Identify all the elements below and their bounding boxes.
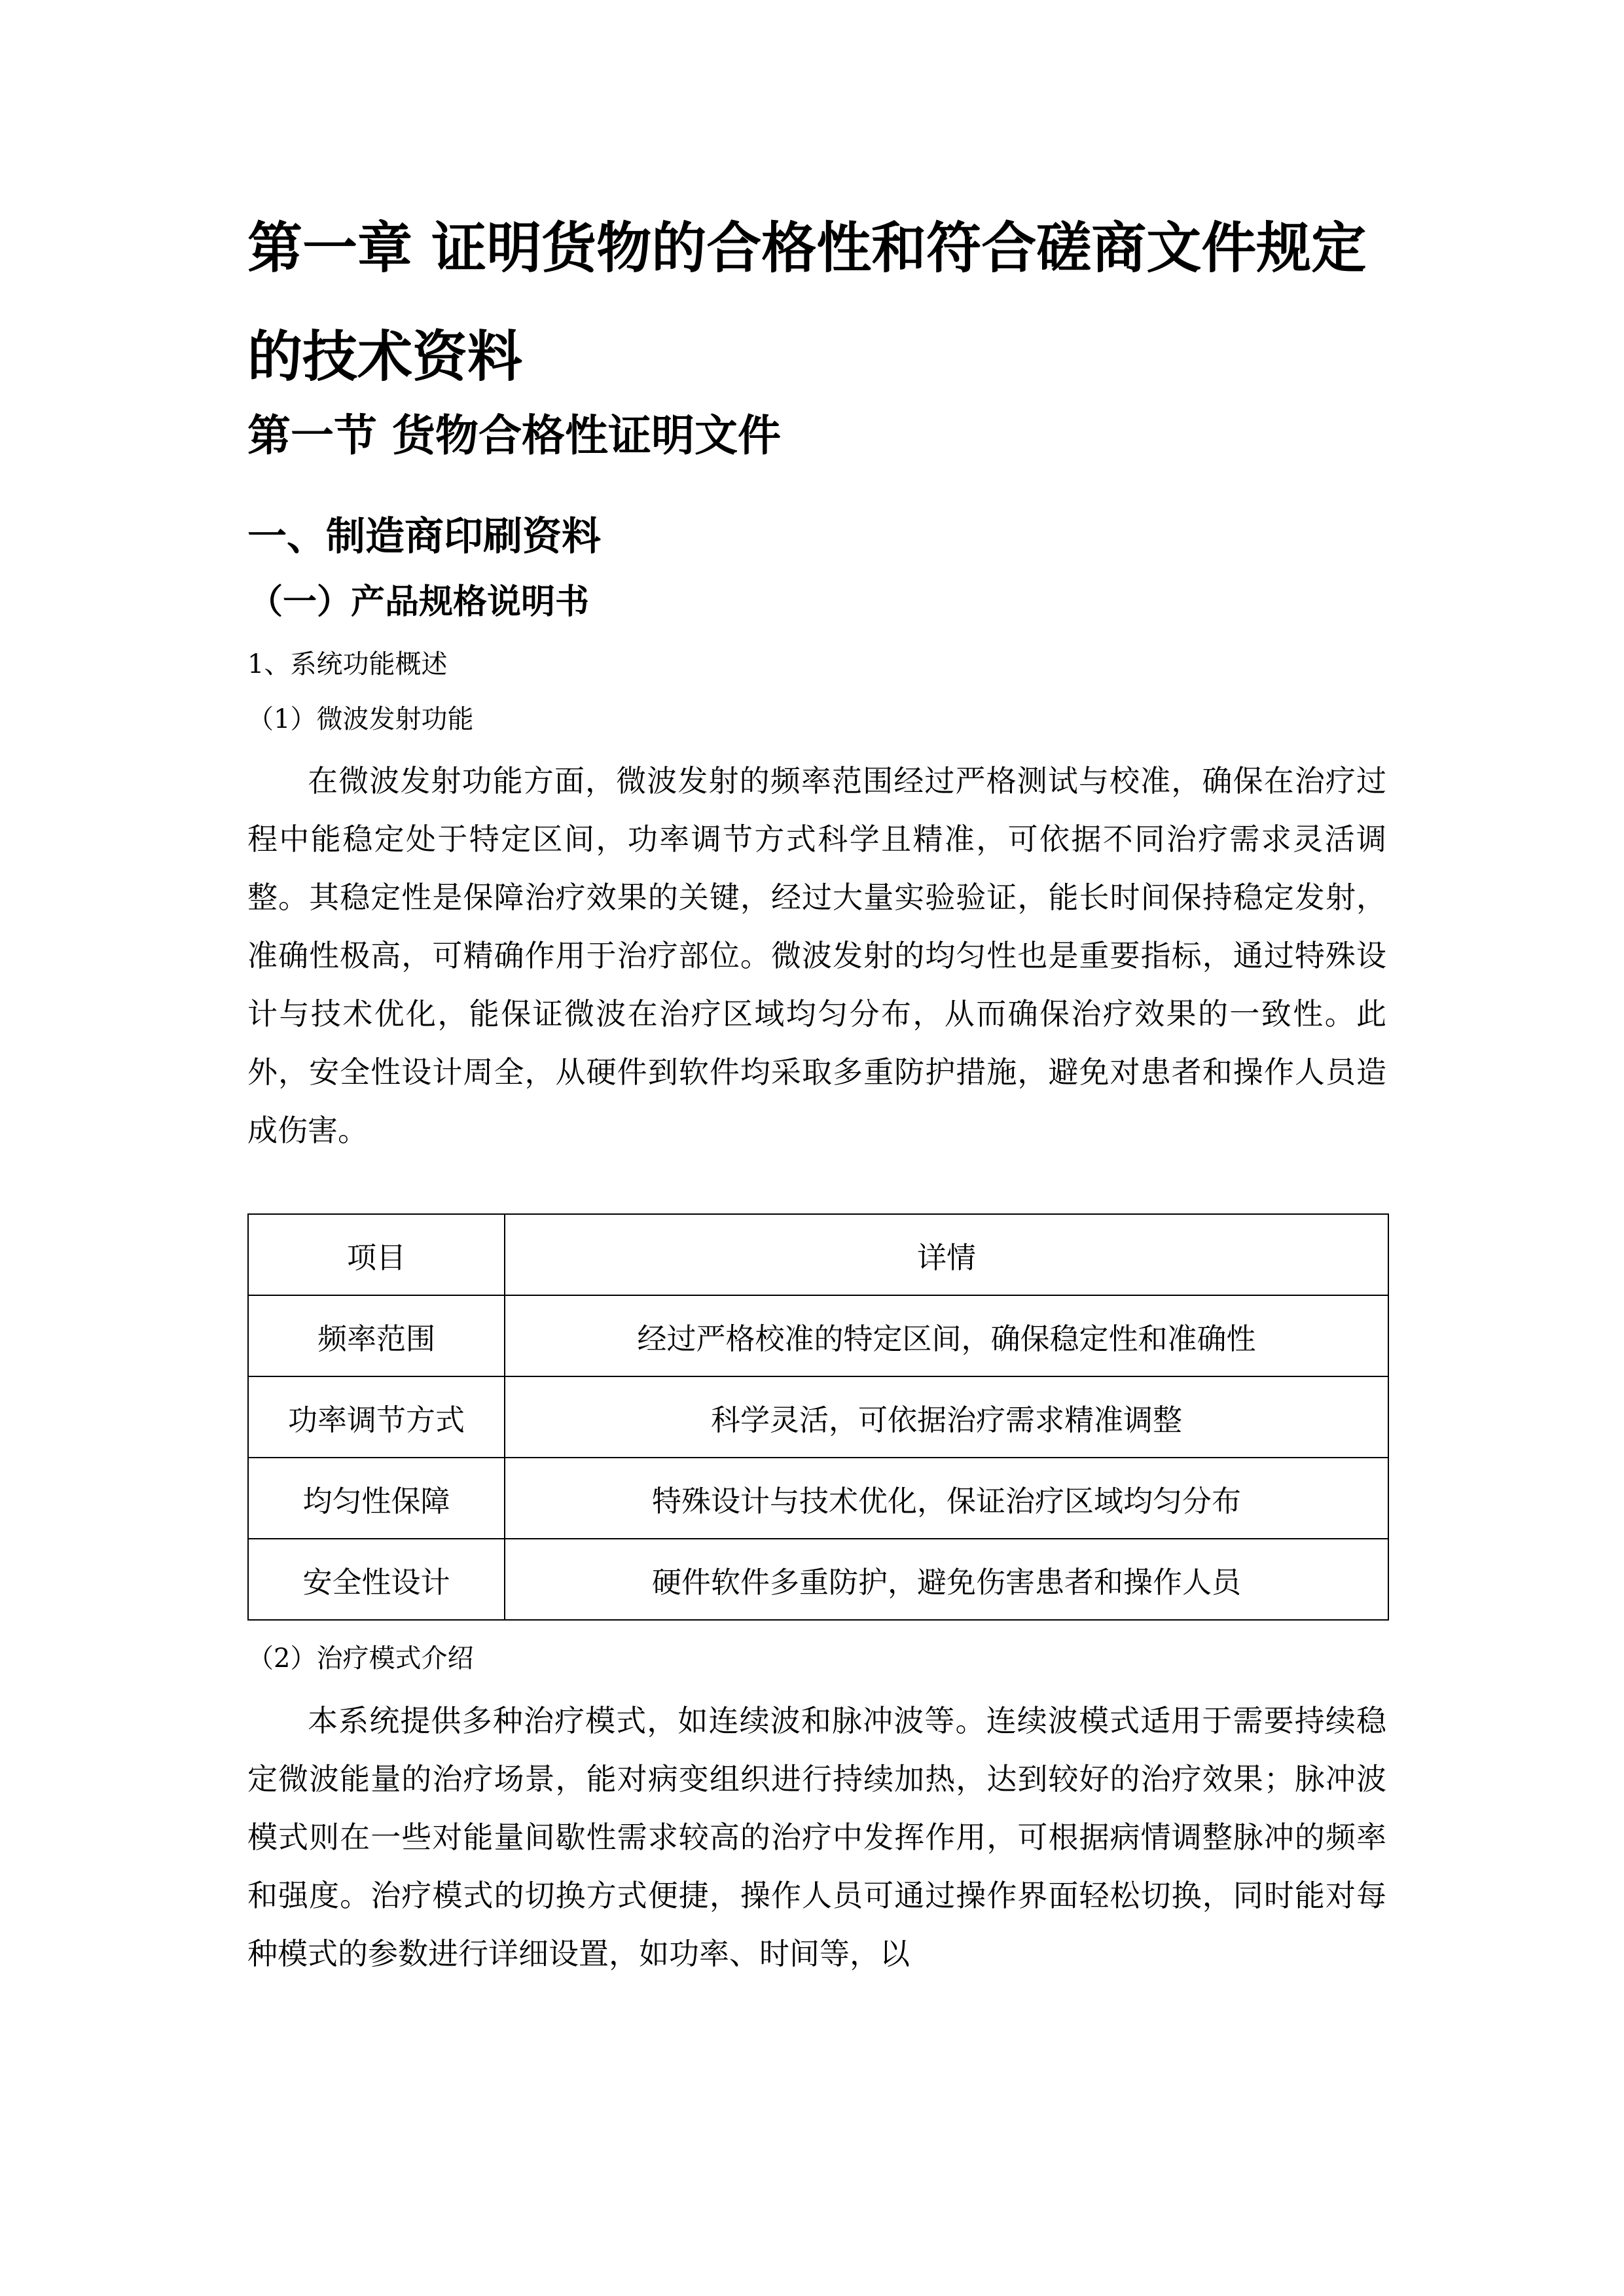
subsection-title: 一、制造商印刷资料	[247, 514, 601, 560]
table-header-cell: 项目	[248, 1214, 505, 1295]
table-header-cell: 详情	[505, 1214, 1388, 1295]
table-cell: 特殊设计与技术优化，保证治疗区域均匀分布	[505, 1458, 1388, 1539]
sub2-title: （2）治疗模式介绍	[247, 1643, 474, 1674]
table-row	[248, 1458, 1388, 1539]
table-cell: 功率调节方式	[248, 1376, 505, 1458]
table-row	[248, 1539, 1388, 1620]
chapter-title: 第一章 证明货物的合格性和符合磋商文件规定的技术资料	[247, 216, 1367, 389]
section-title: 第一节 货物合格性证明文件	[247, 410, 781, 461]
spec-table	[247, 1213, 1389, 1621]
part-title: （一）产品规格说明书	[249, 582, 590, 622]
sub1-paragraph: 在微波发射功能方面，微波发射的频率范围经过严格测试与校准，确保在治疗过程中能稳定处于特定区间，功率调节方式科学且精准，可依据不同治疗需求灵活调整。其稳定性是保障治疗效果的关键，经过大量实验验证，能长时间保持稳定发射，准确性极高，可精确作用于治疗部位。微波发射的均匀性也是重要指标，通过特殊设计与技术优化，能保证微波在治疗区域均匀分布，从而确保治疗效果的一致性。此外，安全性设计周全，从硬件到软件均采取多重防护措施，避免对患者和操作人员造成伤害。	[247, 763, 1386, 1148]
table-cell: 科学灵活，可依据治疗需求精准调整	[505, 1376, 1388, 1458]
table-cell: 均匀性保障	[248, 1458, 505, 1539]
table-cell: 经过严格校准的特定区间，确保稳定性和准确性	[505, 1295, 1388, 1376]
table-row	[248, 1376, 1388, 1458]
sub1-title: （1）微波发射功能	[247, 704, 474, 734]
table-header-row	[248, 1214, 1388, 1295]
sub2-paragraph: 本系统提供多种治疗模式，如连续波和脉冲波等。连续波模式适用于需要持续稳定微波能量的治疗场景，能对病变组织进行持续加热，达到较好的治疗效果；脉冲波模式则在一些对能量间歇性需求较高的治疗中发挥作用，可根据病情调整脉冲的频率和强度。治疗模式的切换方式便捷，操作人员可通过操作界面轻松切换，同时能对每种模式的参数进行详细设置，如功率、时间等，以	[247, 1703, 1386, 1971]
table-cell: 安全性设计	[248, 1539, 505, 1620]
table-cell: 频率范围	[248, 1295, 505, 1376]
table-row	[248, 1295, 1388, 1376]
item-title: 1、系统功能概述	[247, 649, 448, 679]
table-cell: 硬件软件多重防护，避免伤害患者和操作人员	[505, 1539, 1388, 1620]
